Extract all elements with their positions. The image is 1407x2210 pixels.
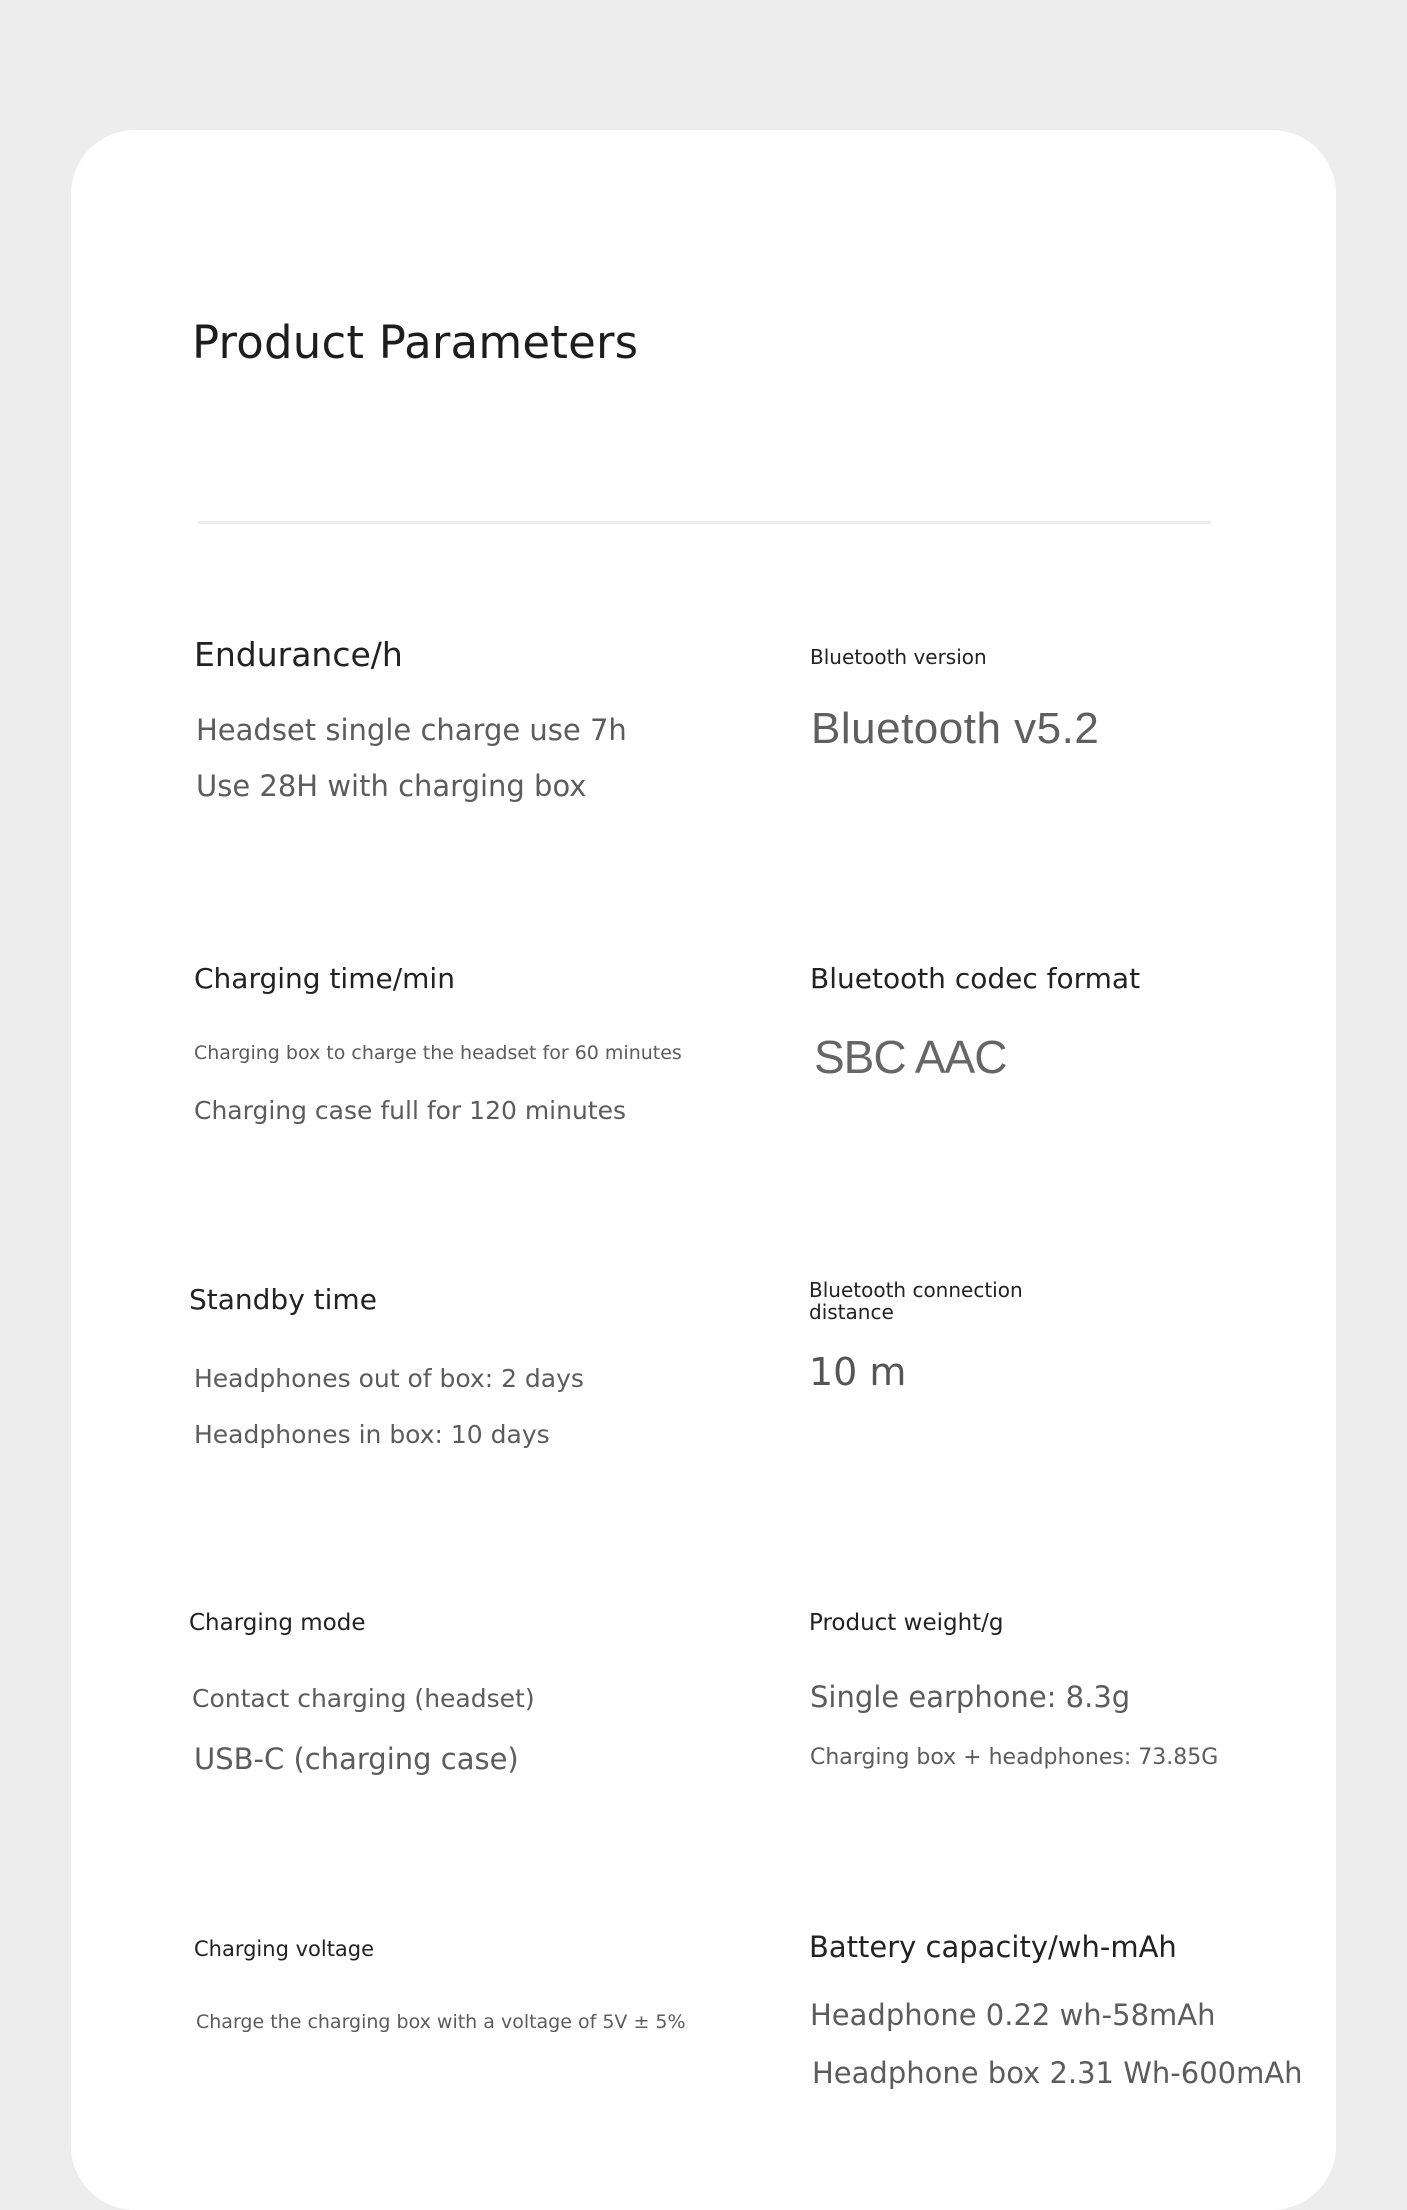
weight-heading: Product weight/g	[809, 1610, 1004, 1636]
distance-heading-line-1: Bluetooth connection	[809, 1278, 1023, 1302]
endurance-line-1: Headset single charge use 7h	[196, 713, 627, 747]
charging-time-line-1: Charging box to charge the headset for 60 minutes	[194, 1042, 682, 1064]
battery-line-1: Headphone 0.22 wh-58mAh	[810, 1998, 1216, 2032]
bluetooth-version-value: Bluetooth v5.2	[811, 704, 1100, 753]
weight-line-1: Single earphone: 8.3g	[810, 1680, 1131, 1714]
voltage-heading: Charging voltage	[194, 1937, 375, 1961]
battery-heading: Battery capacity/wh-mAh	[809, 1930, 1177, 1964]
charging-mode-line-2: USB-C (charging case)	[194, 1742, 519, 1776]
endurance-heading: Endurance/h	[194, 635, 403, 674]
divider	[198, 521, 1211, 524]
codec-value: SBC AAC	[814, 1031, 1007, 1083]
charging-time-heading: Charging time/min	[194, 962, 455, 995]
weight-line-2: Charging box + headphones: 73.85G	[810, 1745, 1219, 1770]
charging-mode-heading: Charging mode	[189, 1610, 366, 1636]
endurance-line-2: Use 28H with charging box	[196, 769, 587, 803]
voltage-line-1: Charge the charging box with a voltage of 5V ± 5%	[196, 2011, 686, 2033]
distance-heading-line-2: distance	[809, 1300, 894, 1324]
codec-heading: Bluetooth codec format	[810, 962, 1141, 995]
standby-heading: Standby time	[189, 1283, 377, 1316]
standby-line-1: Headphones out of box: 2 days	[194, 1364, 584, 1393]
parameters-card	[71, 130, 1336, 2210]
charging-mode-line-1: Contact charging (headset)	[192, 1684, 535, 1713]
page-title: Product Parameters	[192, 316, 639, 369]
distance-value: 10 m	[809, 1350, 907, 1394]
bluetooth-version-heading: Bluetooth version	[810, 645, 987, 669]
standby-line-2: Headphones in box: 10 days	[194, 1420, 550, 1449]
battery-line-2: Headphone box 2.31 Wh-600mAh	[812, 2056, 1303, 2090]
charging-time-line-2: Charging case full for 120 minutes	[194, 1096, 627, 1125]
